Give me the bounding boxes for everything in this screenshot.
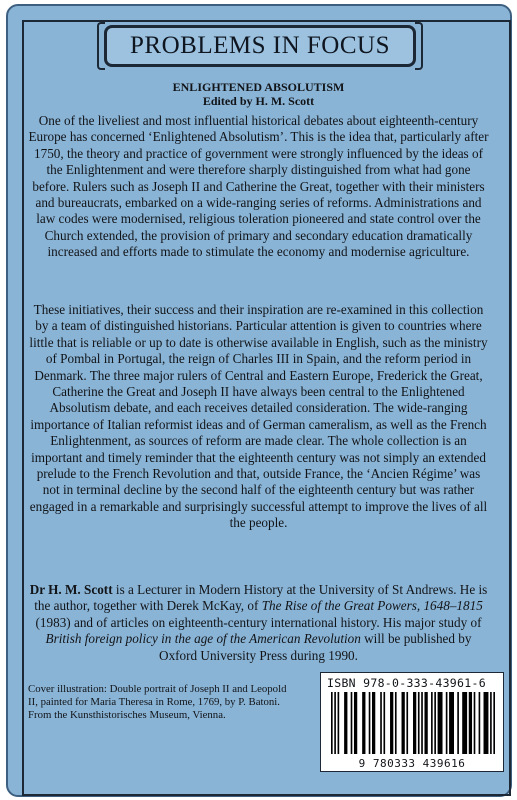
barcode-bar — [446, 692, 448, 754]
author-bio-text-1: is a Lecturer in Modern History at the University of St Andrews. He is the author, together with Derek McKay, of — [34, 582, 488, 614]
book-title: ENLIGHTENED ABSOLUTISM — [172, 80, 345, 94]
barcode-bar — [331, 692, 333, 754]
blurb-paragraph-2: These initiatives, their success and their inspiration are re-examined in this collection by a team of distinguished historians. Particular attention is given to countries where little that is reliable or up to date is otherwise available in English, such as the ministry of Pombal in Portugal, the reign of Charles III in Spain, and the reform period in Denmark. The three major rulers of Central and Eastern Europe, Frederick the Great, Catherine the Great and Joseph II have always been central to the Enlightened Absolutism debate, and each receives detailed consideration. The wide-ranging importance of Italian reformist ideas and of German cameralism, as well as the French Enlightenment, as sources of reform are made clear. The whole collection is an important and timely reminder that the eighteenth century was not simply an extended prelude to the French Revolution and that, outside France, the ‘Ancien Régime’ was not in terminal decline by the second half of the eighteenth century but was rather engaged in a remarkable and surprisingly successful attempt to improve the lives of all the people. — [29, 302, 488, 531]
barcode-bar — [380, 692, 382, 754]
barcode-bar — [474, 692, 476, 754]
barcode-bar — [431, 692, 433, 754]
author-book-2: British foreign policy in the age of the American Revolution — [45, 631, 361, 647]
barcode-image — [325, 692, 501, 756]
barcode-bar — [484, 692, 489, 754]
barcode-bar — [438, 692, 443, 754]
barcode-bar — [490, 692, 492, 754]
title-block — [0, 80, 517, 108]
barcode-bar — [479, 692, 481, 754]
barcode-bar — [469, 692, 472, 754]
barcode-bar — [406, 692, 408, 754]
barcode-bar — [369, 692, 371, 754]
barcode-bar — [395, 692, 397, 754]
barcode-bar — [372, 692, 375, 754]
author-book-1: The Rise of the Great Powers, 1648–1815 — [261, 598, 483, 614]
barcode-bar — [434, 692, 436, 754]
barcode-bar — [354, 692, 357, 754]
barcode-digits: 9 780333 439616 — [358, 757, 466, 770]
barcode-bar — [383, 692, 385, 754]
barcode-bar — [413, 692, 416, 754]
author-bio-text-2: (1983) and of articles on eighteenth-century international history. His major study of — [35, 614, 482, 630]
author-bio — [27, 582, 490, 664]
barcode-panel — [320, 672, 504, 772]
barcode-bar — [351, 692, 353, 754]
series-banner: PROBLEMS IN FOCUS — [104, 25, 416, 67]
barcode-bar — [493, 692, 495, 754]
barcode-bar — [462, 692, 467, 754]
barcode-bar — [338, 692, 340, 754]
barcode-bar — [390, 692, 393, 754]
author-name: Dr H. M. Scott — [29, 582, 113, 597]
isbn-label: ISBN 978-0-333-43961-6 — [327, 676, 486, 690]
barcode-bar — [402, 692, 405, 754]
editor-line: Edited by H. M. Scott — [202, 94, 315, 108]
barcode-bar — [344, 692, 347, 754]
barcode-bar — [457, 692, 459, 754]
barcode-bar — [362, 692, 365, 754]
cover-credit: Cover illustration: Double portrait of Joseph II and Leopold II, painted for Maria Theresa in Rome, 1769, by P. Batoni. From the Kunsthistorisches Museum, Vienna. — [28, 683, 287, 722]
barcode-bar — [421, 692, 423, 754]
barcode-bar — [418, 692, 420, 754]
barcode-bar — [424, 692, 427, 754]
author-bio-text-3: will be published by Oxford University Press during 1990. — [159, 631, 472, 663]
blurb-paragraph-1: One of the liveliest and most influential historical debates about eighteenth-century Europe has concerned ‘Enlightened Absolutism’. This is the idea that, particularly after 1750, the theory and practice of government were strongly influenced by the ideas of the Enlightenment and were therefore sharply distinguished from what had gone before. Rulers such as Joseph II and Catherine the Great, together with their ministers and bureaucrats, embarked on a wide-ranging series of reforms. Administrations and law codes were modernised, religious toleration pioneered and state control over the Church extended, the provision of primary and secondary education dramatically increased and efforts made to stimulate the economy and modernise agriculture. — [28, 113, 489, 260]
barcode-bar — [449, 692, 454, 754]
barcode-bar — [334, 692, 336, 754]
